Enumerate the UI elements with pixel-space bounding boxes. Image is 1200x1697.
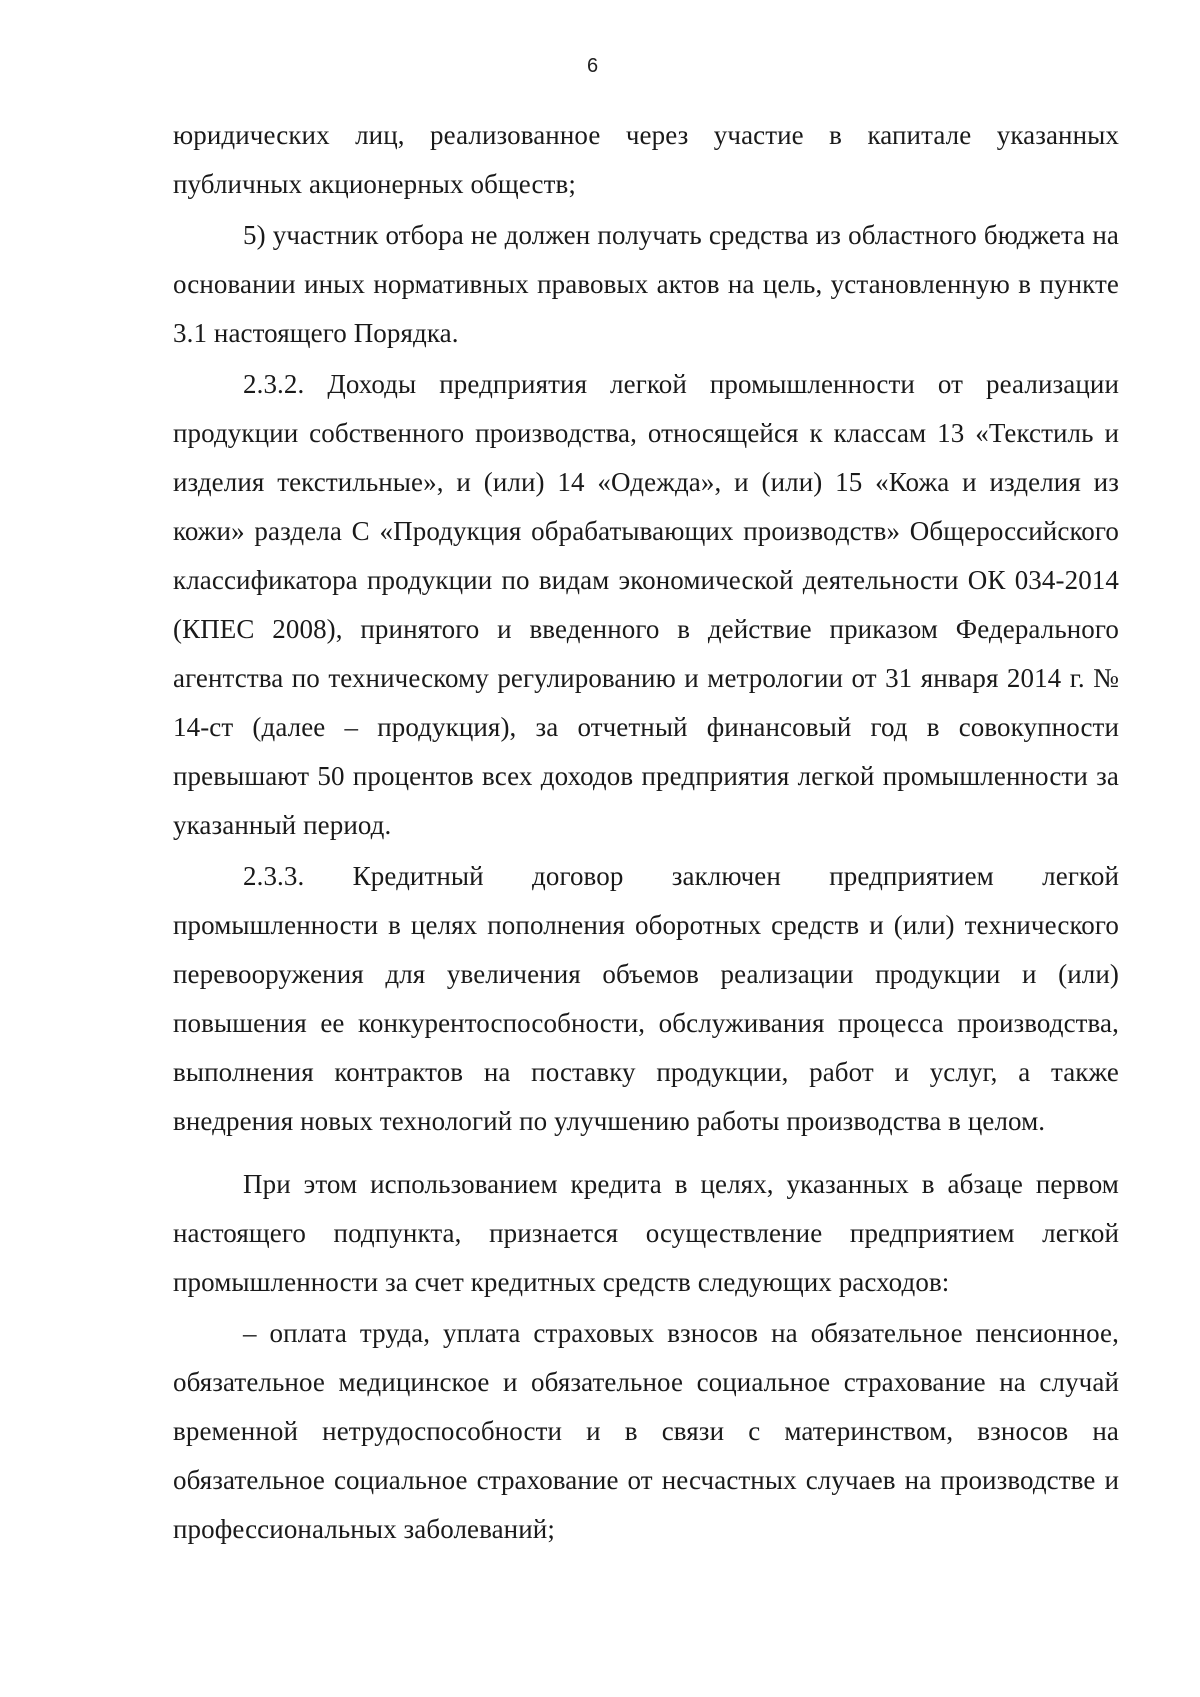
paragraph-2-3-3: 2.3.3. Кредитный договор заключен предприятием легкой промышленности в целях пополнения оборотных средств и (или) технического перевооружения для увеличения объемов реализации продукции и (или) повышения ее конкурентоспособности, обслуживания процесса производства, выполнения контрактов на поставку продукции, работ и услуг, а также внедрения новых технологий по улучшению работы производства в целом.	[173, 861, 1119, 1136]
paragraph-credit-use: При этом использованием кредита в целях, указанных в абзаце первом настоящего подпункта, признается осуществление предприятием легкой промышленности за счет кредитных средств следующих расходов:	[173, 1169, 1119, 1297]
page-number: 6	[586, 55, 599, 77]
paragraph-continuation: юридических лиц, реализованное через участие в капитале указанных публичных акционерных обществ;	[173, 120, 1119, 199]
paragraph-item-5: 5) участник отбора не должен получать средства из областного бюджета на основании иных нормативных правовых актов на цель, установленную в пункте 3.1 настоящего Порядка.	[173, 220, 1119, 348]
paragraph-expense-item: – оплата труда, уплата страховых взносов на обязательное пенсионное, обязательное медицинское и обязательное социальное страхование на случай временной нетрудоспособности и в связи с материнством, взносов на обязательное социальное страхование от несчастных случаев на производстве и профессиональных заболеваний;	[173, 1318, 1119, 1544]
paragraph-2-3-2: 2.3.2. Доходы предприятия легкой промышленности от реализации продукции собственного производства, относящейся к классам 13 «Текстиль и изделия текстильные», и (или) 14 «Одежда», и (или) 15 «Кожа и изделия из кожи» раздела С «Продукция обрабатывающих производств» Общероссийского классификатора продукции по видам экономической деятельности ОК 034-2014 (КПЕС 2008), принятого и введенного в действие приказом Федерального агентства по техническому регулированию и метрологии от 31 января 2014 г. № 14-ст (далее – продукция), за отчетный финансовый год в совокупности превышают 50 процентов всех доходов предприятия легкой промышленности за указанный период.	[173, 369, 1119, 840]
document-body	[173, 111, 1119, 1554]
